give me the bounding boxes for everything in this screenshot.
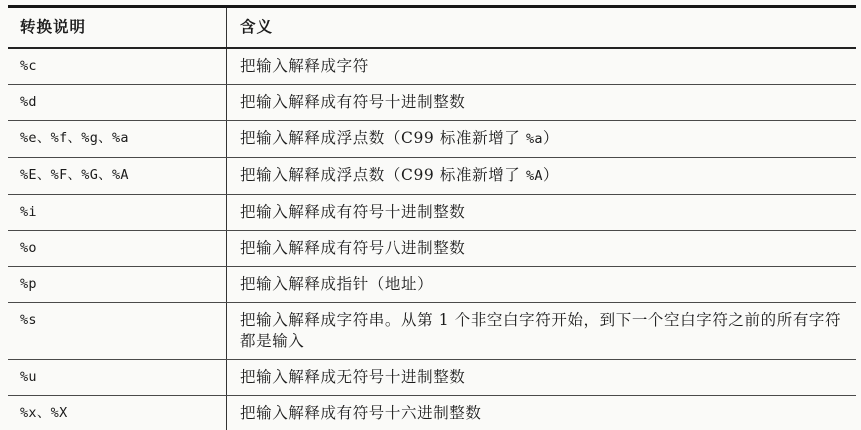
table-header-row: [8, 8, 856, 49]
table-row: [8, 49, 856, 85]
meaning-text: 把输入解释成有符号十六进制整数: [240, 404, 482, 422]
inline-code: %A: [525, 168, 543, 184]
table-row: [8, 158, 856, 195]
meaning-cell: [227, 49, 856, 84]
column-header-spec: 转换说明: [8, 8, 227, 47]
spec-cell: %E、%F、%G、%A: [8, 158, 227, 194]
table-row: [8, 360, 856, 396]
table-row: [8, 195, 856, 231]
spec-cell: %s: [8, 303, 227, 359]
meaning-text: 把输入解释成字符: [240, 57, 369, 75]
meaning-text: 把输入解释成指针（地址）: [240, 275, 434, 293]
spec-cell: %e、%f、%g、%a: [8, 121, 227, 157]
meaning-text: ）: [542, 129, 559, 147]
meaning-cell: [227, 396, 856, 430]
spec-cell: %d: [8, 85, 227, 120]
spec-cell: %o: [8, 231, 227, 266]
meaning-text: 把输入解释成有符号十进制整数: [240, 93, 466, 111]
table-row: [8, 85, 856, 121]
meaning-text: 把输入解释成浮点数（C99 标准新增了: [240, 129, 526, 147]
spec-cell: %u: [8, 360, 227, 395]
meaning-cell: [227, 231, 856, 266]
meaning-text: 把输入解释成无符号十进制整数: [240, 368, 466, 386]
meaning-cell: [227, 303, 856, 359]
table-row: [8, 396, 856, 430]
meaning-cell: [227, 360, 856, 395]
table-body: [8, 49, 856, 430]
spec-cell: %c: [8, 49, 227, 84]
spec-cell: %i: [8, 195, 227, 230]
meaning-text: 把输入解释成浮点数（C99 标准新增了: [240, 166, 526, 184]
meaning-cell: [227, 267, 856, 302]
meaning-text: 把输入解释成有符号八进制整数: [240, 239, 466, 257]
inline-code: %a: [525, 131, 543, 147]
meaning-cell: [227, 158, 856, 194]
table-row: [8, 231, 856, 267]
column-header-meaning: 含义: [240, 19, 274, 36]
meaning-cell: [227, 121, 856, 157]
table-row: [8, 303, 856, 360]
spec-cell: %x、%X: [8, 396, 227, 430]
meaning-text: ）: [542, 166, 559, 184]
meaning-text: 把输入解释成有符号十进制整数: [240, 203, 466, 221]
spec-cell: %p: [8, 267, 227, 302]
meaning-text: 把输入解释成字符串。从第 1 个非空白字符开始，到下一个空白字符之前的所有字符都是输入: [240, 311, 842, 350]
conversion-specifier-table: [8, 5, 856, 430]
table-row: [8, 121, 856, 158]
table-row: [8, 267, 856, 303]
meaning-cell: [227, 195, 856, 230]
meaning-cell: [227, 85, 856, 120]
